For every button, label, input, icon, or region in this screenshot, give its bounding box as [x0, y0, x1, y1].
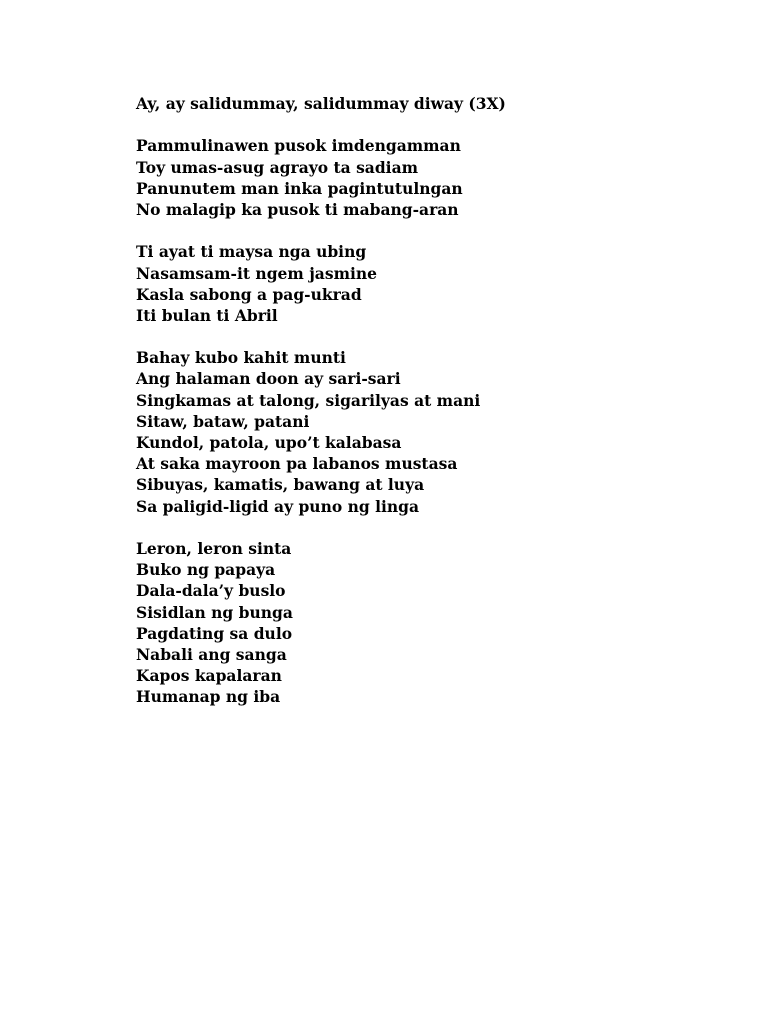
lyric-line: Sa paligid-ligid ay puno ng linga: [136, 496, 420, 516]
lyric-line: Sisidlan ng bunga: [136, 602, 293, 622]
lyric-line: Kapos kapalaran: [136, 666, 282, 686]
lyric-line: Leron, leron sinta: [136, 538, 292, 558]
lyric-line: Panunutem man inka pagintutulngan: [136, 178, 463, 198]
lyric-line: Iti bulan ti Abril: [136, 305, 278, 325]
lyric-line: Pagdating sa dulo: [136, 623, 293, 643]
lyrics-text: [136, 93, 696, 707]
stanza-bahay-kubo: [136, 347, 696, 517]
stanza-chorus: [136, 93, 696, 114]
lyric-line: Pammulinawen pusok imdengamman: [136, 136, 461, 156]
stanza-gap: [136, 220, 696, 241]
lyric-line: Kundol, patola, upo’t kalabasa: [136, 433, 402, 452]
stanza-leron-sinta: [136, 538, 696, 708]
lyric-line: Ang halaman doon ay sari-sari: [136, 369, 401, 389]
lyric-line: Humanap ng iba: [136, 687, 281, 707]
lyric-line: Sitaw, bataw, patani: [136, 411, 310, 431]
lyric-line: Kasla sabong a pag-ukrad: [136, 284, 362, 304]
lyric-line: Buko ng papaya: [136, 560, 276, 580]
lyric-line: At saka mayroon pa labanos mustasa: [136, 454, 458, 474]
lyric-line: Sibuyas, kamatis, bawang at luya: [136, 475, 425, 495]
lyric-line: Bahay kubo kahit munti: [136, 348, 346, 368]
stanza-ti-ayat: [136, 241, 696, 326]
stanza-pammulinawen: [136, 135, 696, 220]
lyric-line: No malagip ka pusok ti mabang-aran: [136, 199, 459, 219]
lyric-line: Toy umas-asug agrayo ta sadiam: [136, 157, 419, 177]
stanza-gap: [136, 517, 696, 538]
lyric-line: Ay, ay salidummay, salidummay diway (3X): [136, 94, 506, 113]
lyric-line: Nasamsam-it ngem jasmine: [136, 263, 377, 283]
lyric-line: Singkamas at talong, sigarilyas at mani: [136, 390, 481, 410]
lyric-line: Nabali ang sanga: [136, 644, 287, 664]
lyric-line: Ti ayat ti maysa nga ubing: [136, 242, 367, 262]
stanza-gap: [136, 114, 696, 135]
lyric-line: Dala-dala’y buslo: [136, 581, 286, 601]
stanza-gap: [136, 326, 696, 347]
